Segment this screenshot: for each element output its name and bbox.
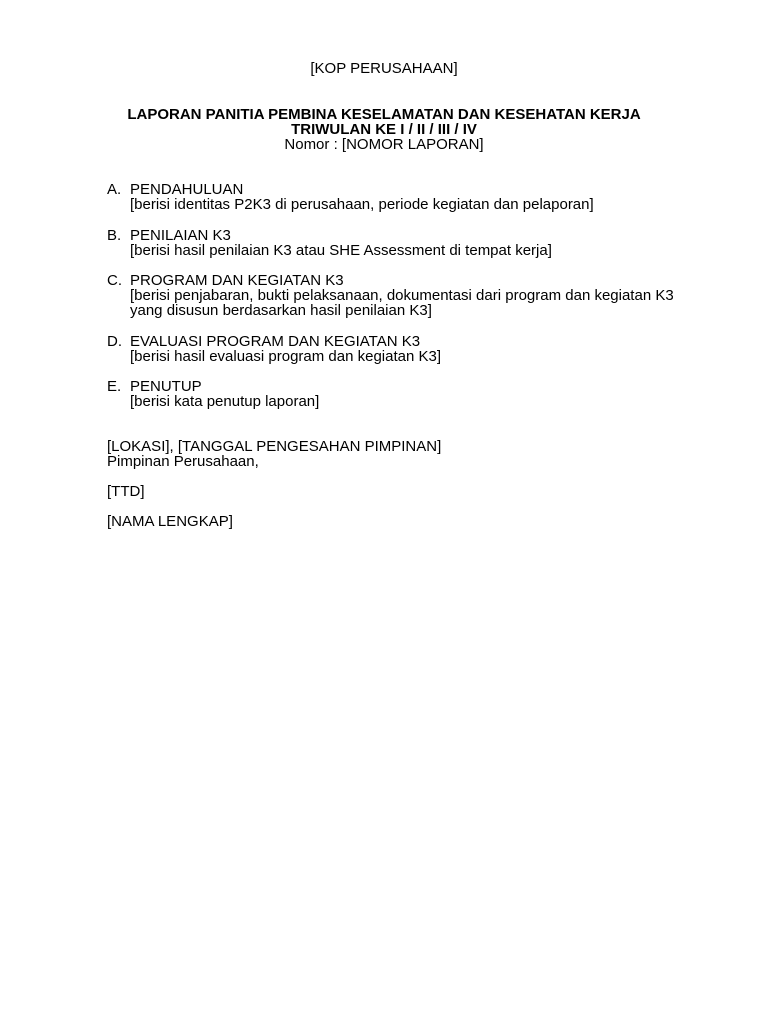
section-letter: C. <box>107 272 122 289</box>
report-number: Nomor : [NOMOR LAPORAN] <box>284 136 484 153</box>
signature-role: Pimpinan Perusahaan, <box>107 453 259 470</box>
section-letter: A. <box>107 181 122 198</box>
section-heading: PROGRAM DAN KEGIATAN K3 <box>130 272 344 289</box>
report-title-line-2: TRIWULAN KE I / II / III / IV <box>291 121 477 138</box>
section-letter: E. <box>107 378 122 395</box>
section-heading: EVALUASI PROGRAM DAN KEGIATAN K3 <box>130 333 421 350</box>
section-body: [berisi penjabaran, bukti pelaksanaan, dokumentasi dari program dan kegiatan K3 yang disusun berdasarkan hasil penilaian K3] <box>130 287 674 319</box>
signature-full-name: [NAMA LENGKAP] <box>107 513 233 530</box>
section-body: [berisi kata penutup laporan] <box>130 393 320 410</box>
section-heading: PENUTUP <box>130 378 202 395</box>
section-body: [berisi hasil evaluasi program dan kegiatan K3] <box>130 348 442 365</box>
section-heading: PENILAIAN K3 <box>130 227 231 244</box>
report-title-line-1: LAPORAN PANITIA PEMBINA KESELAMATAN DAN KESEHATAN KERJA <box>127 106 641 123</box>
section-body: [berisi hasil penilaian K3 atau SHE Assessment di tempat kerja] <box>130 242 552 259</box>
signature-mark: [TTD] <box>107 483 145 500</box>
section-heading: PENDAHULUAN <box>130 181 244 198</box>
section-body: [berisi identitas P2K3 di perusahaan, periode kegiatan dan pelaporan] <box>130 196 594 213</box>
signature-place-date: [LOKASI], [TANGGAL PENGESAHAN PIMPINAN] <box>107 438 442 455</box>
section-letter: D. <box>107 333 122 350</box>
company-letterhead: [KOP PERUSAHAAN] <box>310 60 458 77</box>
section-letter: B. <box>107 227 122 244</box>
